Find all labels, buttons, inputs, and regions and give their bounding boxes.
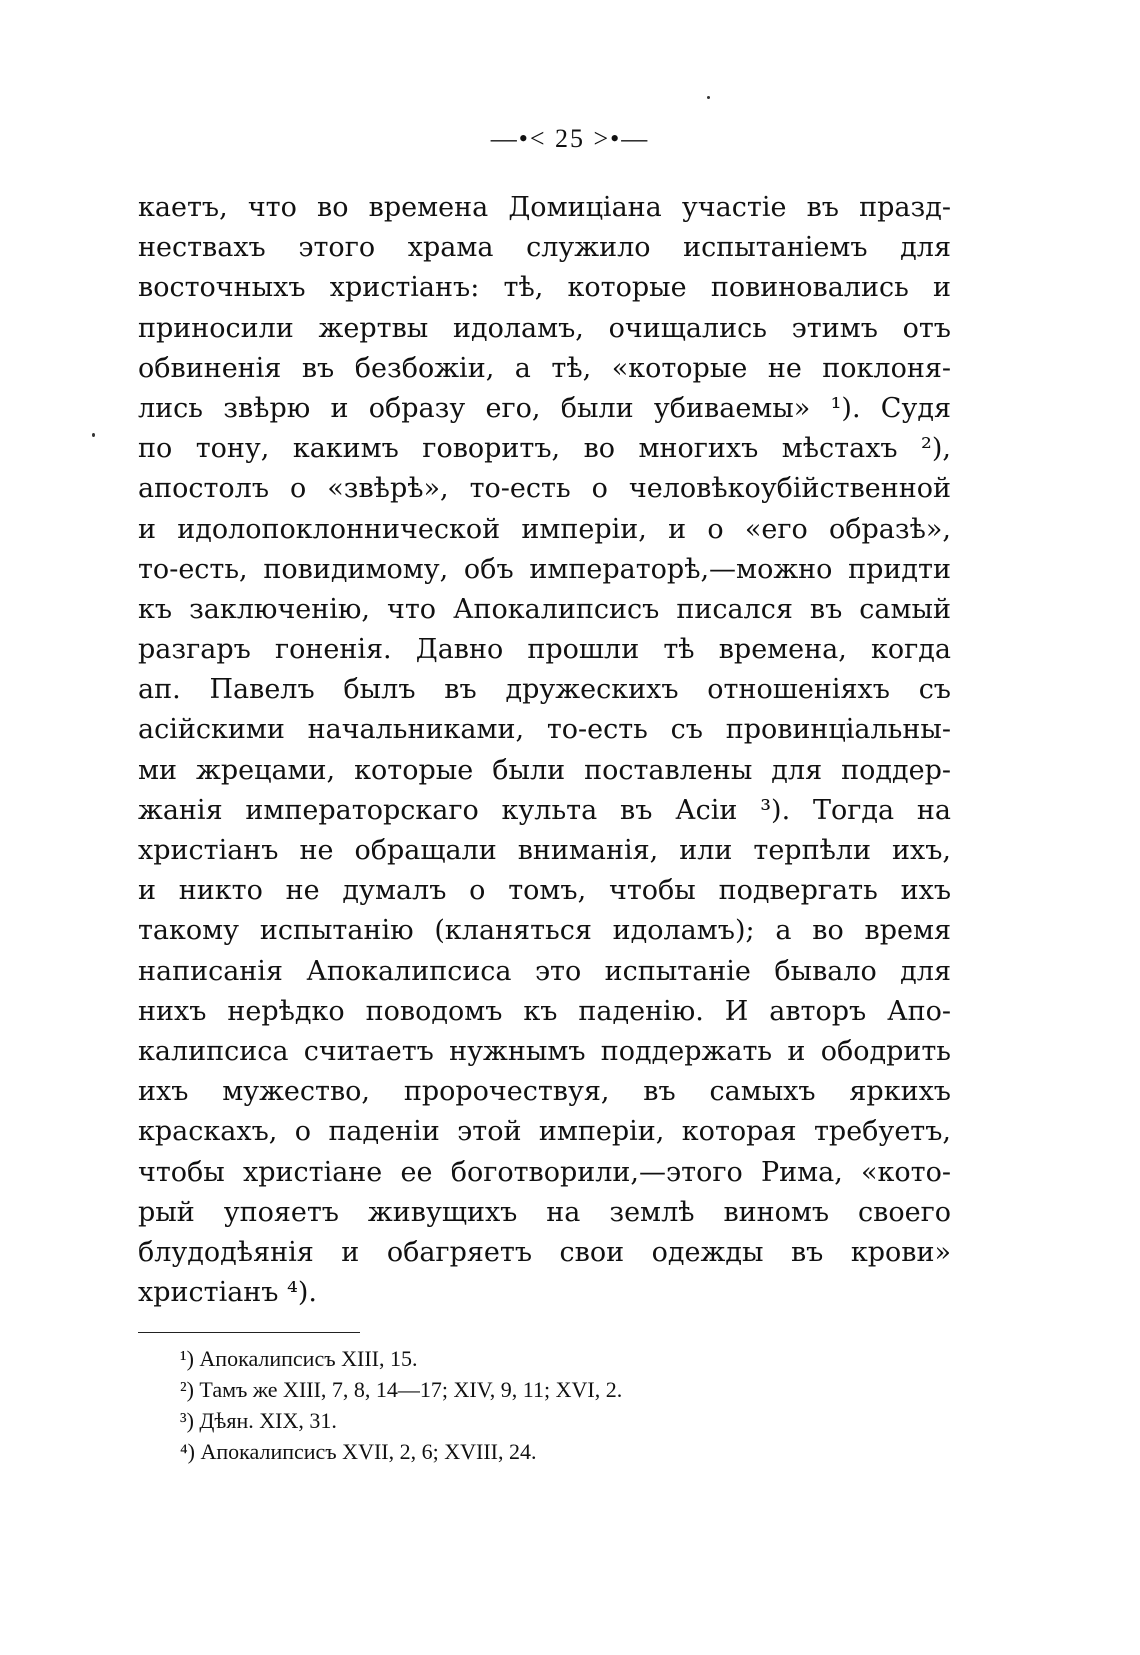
- text-line: и никто не думалъ о томъ, чтобы подвергать ихъ: [138, 875, 951, 907]
- text-line: краскахъ, о паденіи этой имперіи, которая требуетъ,: [138, 1116, 951, 1148]
- text-line: разгаръ гоненія. Давно прошли тѣ времена, когда: [138, 634, 951, 666]
- scan-speck: [92, 433, 95, 437]
- text-line: приносили жертвы идоламъ, очищались этимъ отъ: [138, 312, 951, 344]
- text-line: къ заключенію, что Апокалипсисъ писался въ самый: [138, 593, 951, 625]
- text-line: по тону, какимъ говоритъ, во многихъ мѣстахъ ²),: [138, 433, 951, 465]
- text-line: то-есть, повидимому, объ императорѣ,—можно придти: [138, 553, 951, 585]
- text-line: каетъ, что во времена Домиціана участіе въ празд-: [138, 192, 951, 223]
- text-line: жанія императорскаго культа въ Асіи ³). Тогда на: [138, 794, 951, 826]
- text-line: написанія Апокалипсиса это испытаніе бывало для: [138, 955, 951, 987]
- page-number: —•< 25 >•—: [490, 124, 650, 153]
- text-line: асійскими начальниками, то-есть съ провинціальны-: [138, 714, 951, 746]
- text-line-last: христіанъ ⁴).: [138, 1277, 317, 1309]
- text-line: ихъ мужество, пророчествуя, въ самыхъ яркихъ: [138, 1076, 951, 1108]
- body-text: [138, 188, 951, 1313]
- text-line: рый упояетъ живущихъ на землѣ виномъ своего: [138, 1196, 951, 1228]
- scan-speck: [707, 96, 710, 99]
- text-line: христіанъ не обращали вниманія, или терпѣли ихъ,: [138, 835, 951, 866]
- text-line: и идолопоклоннической имперіи, и о «его образѣ»,: [138, 513, 951, 545]
- footnote-2: ²) Тамъ же XIII, 7, 8, 14—17; XIV, 9, 11; XVI, 2.: [180, 1377, 623, 1402]
- text-line: такому испытанію (кланяться идоламъ); а во время: [138, 915, 951, 947]
- text-line: восточныхъ христіанъ: тѣ, которые повиновались и: [138, 272, 951, 304]
- text-line: лись звѣрю и образу его, были убиваемы» ¹). Судя: [138, 392, 951, 424]
- footnote-1: ¹) Апокалипсисъ XIII, 15.: [180, 1346, 418, 1371]
- text-line: апостолъ о «звѣрѣ», то-есть о человѣкоубійственной: [138, 473, 951, 505]
- text-line: нествахъ этого храма служило испытаніемъ для: [138, 232, 951, 264]
- footnote-3: ³) Дѣян. XIX, 31.: [180, 1408, 337, 1433]
- text-line: чтобы христіане ее боготворили,—этого Рима, «кото-: [138, 1156, 951, 1188]
- text-line: ап. Павелъ былъ въ дружескихъ отношеніяхъ съ: [138, 674, 951, 706]
- footnote-rule: [138, 1332, 360, 1333]
- text-line: калипсиса считаетъ нужнымъ поддержать и ободрить: [138, 1035, 951, 1067]
- text-line: обвиненія въ безбожіи, а тѣ, «которые не поклоня-: [138, 352, 951, 384]
- text-line: нихъ нерѣдко поводомъ къ паденію. И авторъ Апо-: [138, 995, 951, 1027]
- text-line: ми жрецами, которые были поставлены для поддер-: [138, 754, 951, 786]
- text-line: блудодѣянія и обагряетъ свои одежды въ крови»: [138, 1236, 951, 1268]
- footnote-4: ⁴) Апокалипсисъ XVII, 2, 6; XVIII, 24.: [180, 1439, 537, 1464]
- footnotes: [180, 1343, 900, 1467]
